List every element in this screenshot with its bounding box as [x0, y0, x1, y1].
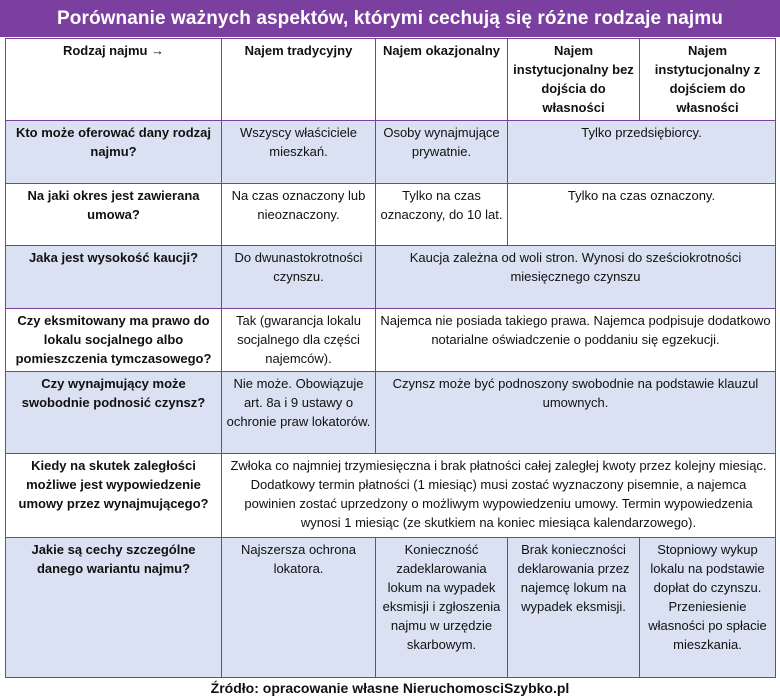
cell-pozostale: Najemca nie posiada takiego prawa. Najemca podpisuje dodatkowo notarialne oświadczenie o poddaniu się egzekucji.	[376, 309, 776, 372]
cell-instytucjonalny: Tylko przedsiębiorcy.	[508, 121, 776, 184]
cell-z-dojsciem: Stopniowy wykup lokalu na podstawie dopłat do czynszu. Przeniesienie własności po spłacie mieszkania.	[640, 538, 776, 678]
cell-tradycyjny: Najszersza ochrona lokatora.	[222, 538, 376, 678]
cell-instytucjonalny: Tylko na czas oznaczony.	[508, 184, 776, 246]
header-rodzaj-najmu: Rodzaj najmu →	[6, 39, 222, 121]
table-title: Porównanie ważnych aspektów, którymi cechują się różne rodzaje najmu	[0, 0, 780, 37]
row-label: Na jaki okres jest zawierana umowa?	[6, 184, 222, 246]
cell-bez-dojscia: Brak konieczności deklarowania przez najemcę lokum na wypadek eksmisji.	[508, 538, 640, 678]
table-row	[6, 454, 776, 538]
row-label: Kiedy na skutek zaległości możliwe jest wypowiedzenie umowy przez wynajmującego?	[6, 454, 222, 538]
row-label: Jakie są cechy szczególne danego wariantu najmu?	[6, 538, 222, 678]
table-row	[6, 372, 776, 454]
table-row	[6, 309, 776, 372]
comparison-table	[5, 38, 776, 678]
row-label: Czy eksmitowany ma prawo do lokalu socjalnego albo pomieszczenia tymczasowego?	[6, 309, 222, 372]
header-row	[6, 39, 776, 121]
cell-okazjonalny: Konieczność zadeklarowania lokum na wypadek eksmisji i zgłoszenia najmu w urzędzie skarbowym.	[376, 538, 508, 678]
source-caption: Źródło: opracowanie własne NieruchomosciSzybko.pl	[210, 680, 570, 696]
cell-okazjonalny: Osoby wynajmujące prywatnie.	[376, 121, 508, 184]
header-najem-instytucjonalny-bez: Najem instytucjonalny bez dojścia do własności	[508, 39, 640, 121]
cell-pozostale: Kaucja zależna od woli stron. Wynosi do sześciokrotności miesięcznego czynszu	[376, 246, 776, 309]
cell-okazjonalny: Tylko na czas oznaczony, do 10 lat.	[376, 184, 508, 246]
table-row	[6, 184, 776, 246]
cell-pozostale: Czynsz może być podnoszony swobodnie na podstawie klauzul umownych.	[376, 372, 776, 454]
cell-tradycyjny: Nie może. Obowiązuje art. 8a i 9 ustawy o ochronie praw lokatorów.	[222, 372, 376, 454]
row-label: Czy wynajmujący może swobodnie podnosić czynsz?	[6, 372, 222, 454]
header-najem-tradycyjny: Najem tradycyjny	[222, 39, 376, 121]
cell-wszystkie: Zwłoka co najmniej trzymiesięczna i brak płatności całej zaległej kwoty przez kolejny miesiąc. Dodatkowy termin płatności (1 miesiąc) musi zostać wyznaczony pisemnie, a najemca powinien zostać uprzedzony o możliwym wypowiedzeniu umowy. Termin wypowiedzenia wynosi 1 miesiąc (ze skutkiem na koniec miesiąca kalendarzowego).	[222, 454, 776, 538]
table-row	[6, 538, 776, 678]
table-row	[6, 121, 776, 184]
header-najem-instytucjonalny-z: Najem instytucjonalny z dojściem do własności	[640, 39, 776, 121]
cell-tradycyjny: Na czas oznaczony lub nieoznaczony.	[222, 184, 376, 246]
cell-tradycyjny: Wszyscy właściciele mieszkań.	[222, 121, 376, 184]
row-label: Jaka jest wysokość kaucji?	[6, 246, 222, 309]
header-najem-okazjonalny: Najem okazjonalny	[376, 39, 508, 121]
cell-tradycyjny: Do dwunastokrotności czynszu.	[222, 246, 376, 309]
cell-tradycyjny: Tak (gwarancja lokalu socjalnego dla części najemców).	[222, 309, 376, 372]
row-label: Kto może oferować dany rodzaj najmu?	[6, 121, 222, 184]
table-row	[6, 246, 776, 309]
